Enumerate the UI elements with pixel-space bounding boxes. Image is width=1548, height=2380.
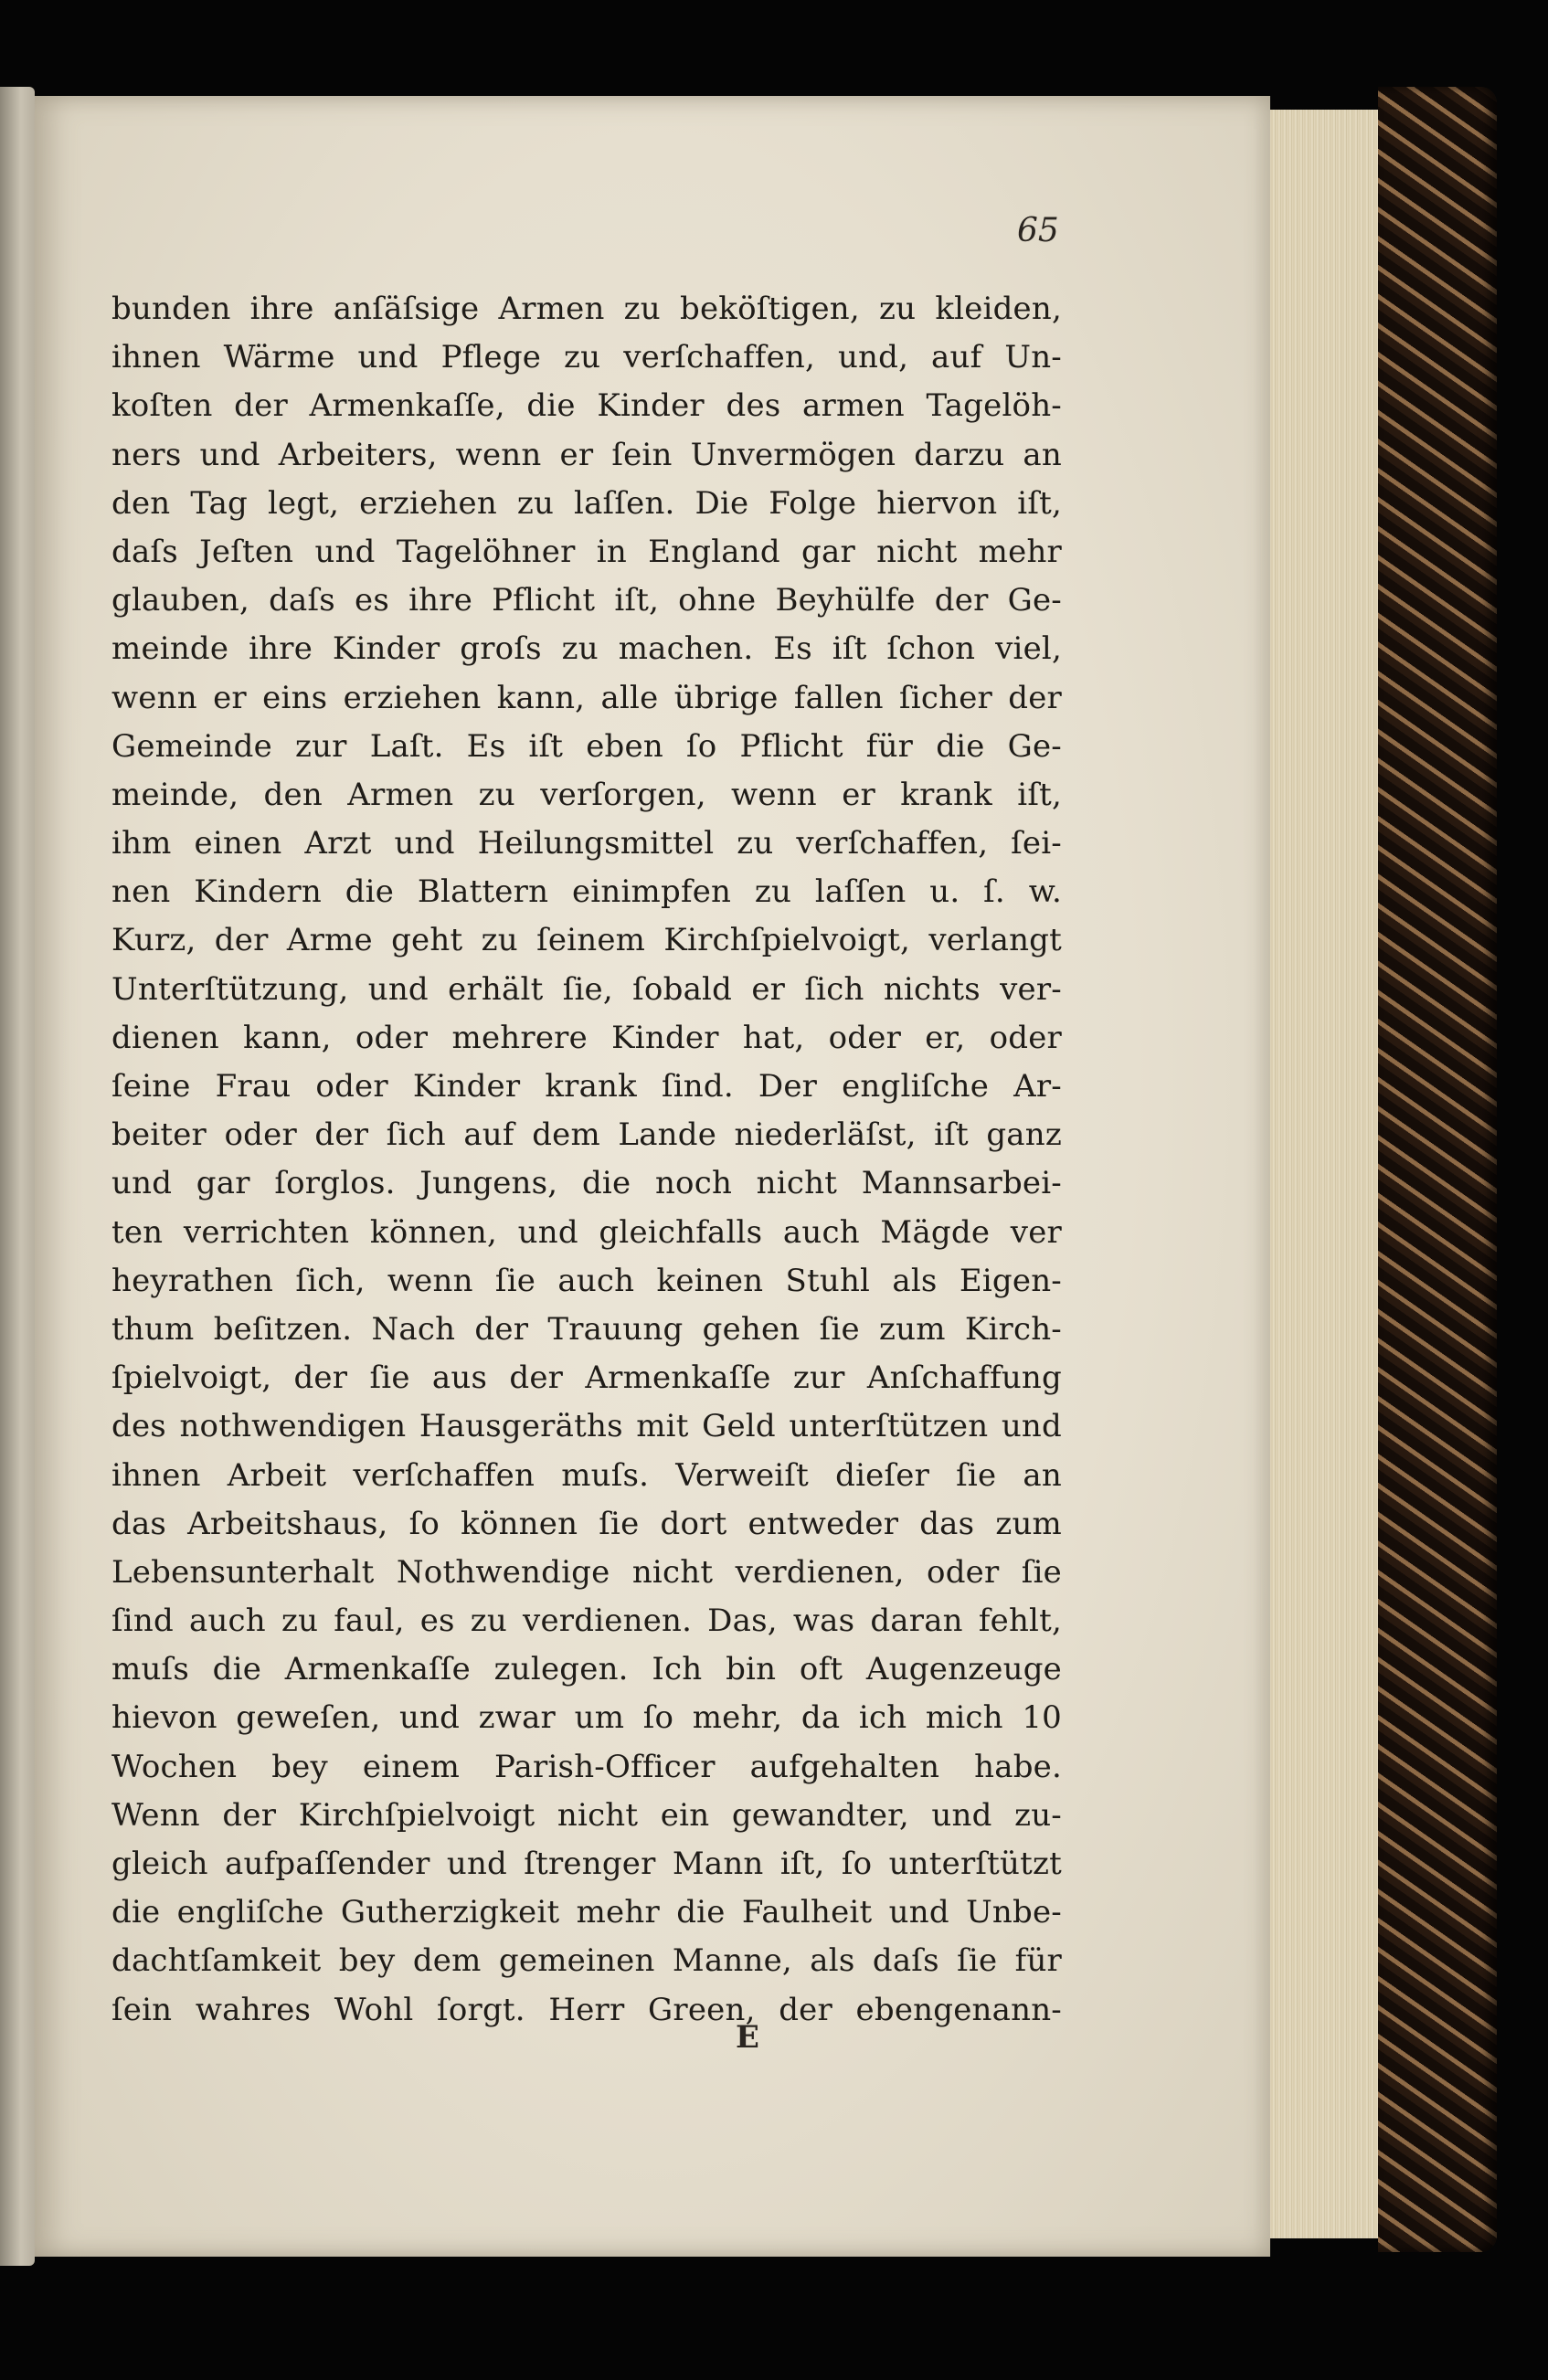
text-line: ners und Arbeiters, wenn er ſein Unvermögen darzu an xyxy=(111,436,1062,473)
text-line: Unterſtützung, und erhält ſie, ſobald er ſich nichts ver- xyxy=(111,970,1062,1008)
text-line: Wochen bey einem Parish-Officer aufgehalten habe. xyxy=(111,1748,1062,1785)
text-line: ſind auch zu faul, es zu verdienen. Das, was daran fehlt, xyxy=(111,1603,1062,1640)
text-line: Wenn der Kirchſpielvoigt nicht ein gewandter, und zu- xyxy=(111,1796,1062,1834)
text-line: heyrathen ſich, wenn ſie auch keinen Stuhl als Eigen- xyxy=(111,1262,1062,1299)
text-line: Kurz, der Arme geht zu ſeinem Kirchſpielvoigt, verlangt xyxy=(111,922,1062,959)
facing-page-edge xyxy=(0,87,35,2266)
text-line: gleich aufpaſſender und ſtrenger Mann iſt, ſo unterſtützt xyxy=(111,1846,1062,1882)
text-line: des nothwendigen Hausgeräths mit Geld unterſtützen und xyxy=(111,1408,1062,1445)
text-line: beiter oder der ſich auf dem Lande niederläſst, iſt ganz xyxy=(111,1116,1062,1154)
text-line: das Arbeitshaus, ſo können ſie dort entweder das zum xyxy=(111,1505,1062,1542)
text-line: ihnen Arbeit verſchaffen muſs. Verweiſt dieſer ſie an xyxy=(111,1456,1062,1494)
text-line: thum beſitzen. Nach der Trauung gehen ſie zum Kirch- xyxy=(111,1310,1062,1348)
marbled-cover xyxy=(1378,87,1497,2252)
text-line: ſeine Frau oder Kinder krank ſind. Der engliſche Ar- xyxy=(111,1068,1062,1105)
body-text xyxy=(111,285,1062,2035)
signature-mark: E xyxy=(736,2019,759,2056)
text-line: glauben, daſs es ihre Pflicht iſt, ohne Beyhülfe der Ge- xyxy=(111,582,1062,619)
text-line: ten verrichten können, und gleichfalls auch Mägde ver xyxy=(111,1213,1062,1251)
page-edges xyxy=(1268,110,1389,2238)
text-line: den Tag legt, erziehen zu laſſen. Die Folge hiervon iſt, xyxy=(111,484,1062,522)
text-line: die engliſche Gutherzigkeit mehr die Faulheit und Unbe- xyxy=(111,1894,1062,1931)
text-line: meinde ihre Kinder groſs zu machen. Es iſt ſchon viel, xyxy=(111,630,1062,668)
text-line: ihnen Wärme und Pflege zu verſchaffen, und, auf Un- xyxy=(111,339,1062,376)
text-line: daſs Jeſten und Tagelöhner in England gar nicht mehr xyxy=(111,533,1062,570)
text-line: nen Kindern die Blattern einimpfen zu laſſen u. ſ. w. xyxy=(111,873,1062,911)
text-line: hievon geweſen, und zwar um ſo mehr, da ich mich 10 xyxy=(111,1699,1062,1737)
text-line: Lebensunterhalt Nothwendige nicht verdienen, oder ſie xyxy=(111,1553,1062,1591)
text-line: dienen kann, oder mehrere Kinder hat, oder er, oder xyxy=(111,1019,1062,1056)
text-line: ihm einen Arzt und Heilungsmittel zu verſchaffen, ſei- xyxy=(111,825,1062,862)
page-number: 65 xyxy=(1017,212,1059,249)
text-line: meinde, den Armen zu verſorgen, wenn er krank iſt, xyxy=(111,776,1062,813)
text-line: muſs die Armenkaſſe zulegen. Ich bin oft Augenzeuge xyxy=(111,1651,1062,1688)
text-line: koſten der Armenkaſſe, die Kinder des armen Tagelöh- xyxy=(111,387,1062,425)
text-line: dachtſamkeit bey dem gemeinen Manne, als daſs ſie für xyxy=(111,1942,1062,1980)
text-line: wenn er eins erziehen kann, alle übrige fallen ſicher der xyxy=(111,679,1062,716)
text-line: ſein wahres Wohl ſorgt. Herr Green, der ebengenann- xyxy=(111,1991,1062,2028)
text-line: bunden ihre anſäſsige Armen zu beköſtigen, zu kleiden, xyxy=(111,291,1062,327)
text-line: und gar ſorglos. Jungens, die noch nicht Mannsarbei- xyxy=(111,1165,1062,1202)
text-line: Gemeinde zur Laſt. Es iſt eben ſo Pflicht für die Ge- xyxy=(111,727,1062,765)
text-line: ſpielvoigt, der ſie aus der Armenkaſſe zur Anſchaffung xyxy=(111,1359,1062,1397)
